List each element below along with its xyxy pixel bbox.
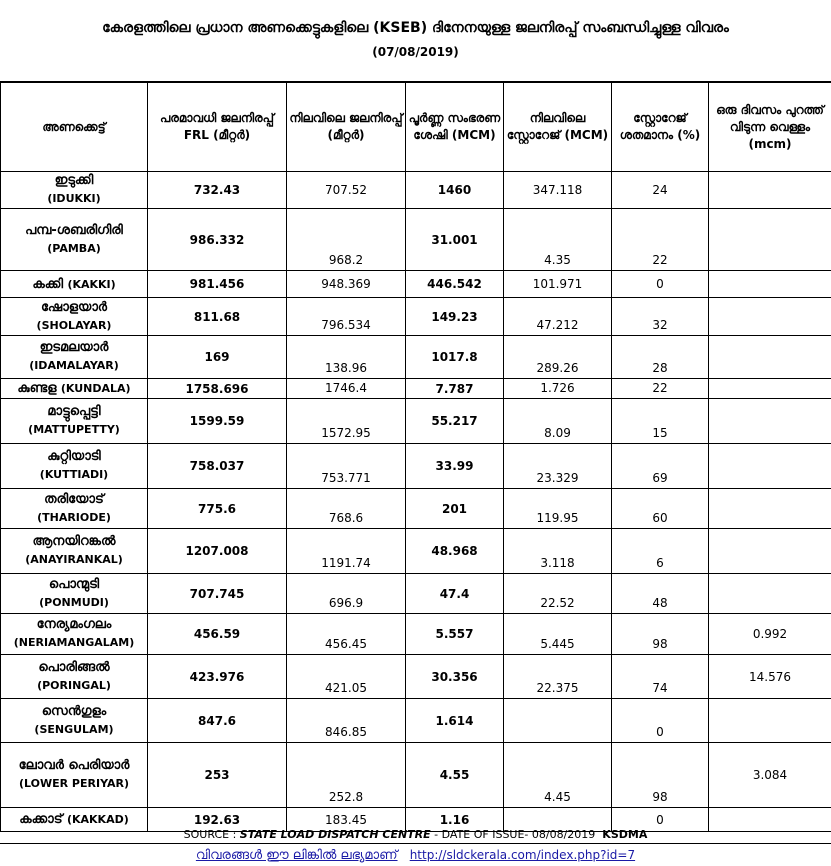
storage-cell: 5.445 xyxy=(504,614,612,655)
dam-name xyxy=(1,655,148,699)
dam-name-mal: തരിയോട് xyxy=(3,491,145,509)
frl-cell: 253 xyxy=(148,743,287,808)
storage-cell: 3.118 xyxy=(504,529,612,574)
storage-cell: 101.971 xyxy=(504,271,612,298)
dam-name xyxy=(1,743,148,808)
dam-name-eng: (THARIODE) xyxy=(3,509,145,527)
level-cell: 1572.95 xyxy=(287,399,406,444)
report-title: കേരളത്തിലെ പ്രധാന അണക്കെട്ടുകളിലെ (KSEB) ദിനേനയുള്ള ജലനിരപ്പ് സംബന്ധിച്ചുള്ള വിവരം xyxy=(0,20,831,36)
dam-name-eng: (KAKKAD) xyxy=(67,813,129,826)
dam-level-table xyxy=(0,82,831,832)
frl-cell: 169 xyxy=(148,336,287,379)
capacity-cell: 1017.8 xyxy=(406,336,504,379)
dam-name-eng: (NERIAMANGALAM) xyxy=(3,634,145,652)
dam-name xyxy=(1,699,148,743)
capacity-cell: 48.968 xyxy=(406,529,504,574)
frl-cell: 981.456 xyxy=(148,271,287,298)
level-cell: 948.369 xyxy=(287,271,406,298)
dam-name xyxy=(1,379,148,399)
dam-name xyxy=(1,489,148,529)
percent-cell: 22 xyxy=(612,379,709,399)
header-dam: അണക്കെട്ട് xyxy=(1,83,148,172)
dam-name xyxy=(1,172,148,209)
dam-name-mal: മാട്ടുപ്പെട്ടി xyxy=(3,403,145,421)
dam-name-mal: ലോവർ പെരിയാർ xyxy=(3,757,145,775)
capacity-cell: 31.001 xyxy=(406,209,504,271)
frl-cell: 423.976 xyxy=(148,655,287,699)
frl-cell: 1599.59 xyxy=(148,399,287,444)
frl-cell: 192.63 xyxy=(148,808,287,832)
percent-cell: 0 xyxy=(612,808,709,832)
storage-cell: 23.329 xyxy=(504,444,612,489)
level-cell: 768.6 xyxy=(287,489,406,529)
dam-name-eng: (PONMUDI) xyxy=(3,594,145,612)
percent-cell: 60 xyxy=(612,489,709,529)
capacity-cell: 55.217 xyxy=(406,399,504,444)
release-cell: 3.084 xyxy=(709,743,831,808)
table-row xyxy=(1,614,831,655)
level-cell: 846.85 xyxy=(287,699,406,743)
org-name: KSDMA xyxy=(602,828,647,841)
frl-cell: 1758.696 xyxy=(148,379,287,399)
frl-cell: 1207.008 xyxy=(148,529,287,574)
dam-name xyxy=(1,399,148,444)
dam-name-mal: നേര്യമംഗലം xyxy=(3,616,145,634)
table-row xyxy=(1,529,831,574)
release-cell: 14.576 xyxy=(709,655,831,699)
storage-cell: 22.52 xyxy=(504,574,612,614)
storage-cell: 8.09 xyxy=(504,399,612,444)
level-cell: 1746.4 xyxy=(287,379,406,399)
dam-name-eng: (KUTTIADI) xyxy=(3,466,145,484)
capacity-cell: 1.614 xyxy=(406,699,504,743)
dam-name-mal: ഇടമലയാർ xyxy=(3,339,145,357)
dam-name xyxy=(1,444,148,489)
storage-cell: 4.45 xyxy=(504,743,612,808)
dam-name-eng: (IDUKKI) xyxy=(3,190,145,208)
table-row xyxy=(1,336,831,379)
release-cell xyxy=(709,336,831,379)
dam-name xyxy=(1,574,148,614)
dam-name-mal: ഇടുക്കി xyxy=(3,172,145,190)
level-cell: 1191.74 xyxy=(287,529,406,574)
percent-cell: 0 xyxy=(612,699,709,743)
dam-name xyxy=(1,336,148,379)
level-cell: 696.9 xyxy=(287,574,406,614)
header-frl: പരമാവധി ജലനിരപ്പ് FRL (മീറ്റർ) xyxy=(148,83,287,172)
dam-name-eng: (KAKKI) xyxy=(67,278,115,291)
link-caption: വിവരങ്ങൾ ഈ ലിങ്കിൽ ലഭ്യമാണ് xyxy=(196,848,398,863)
release-cell xyxy=(709,399,831,444)
percent-cell: 6 xyxy=(612,529,709,574)
frl-cell: 707.745 xyxy=(148,574,287,614)
header-daily-release: ഒരു ദിവസം പുറത്ത് വിടുന്ന വെള്ളം (mcm) xyxy=(709,83,831,172)
dam-name-eng: (ANAYIRANKAL) xyxy=(3,551,145,569)
frl-cell: 847.6 xyxy=(148,699,287,743)
source-prefix: SOURCE : xyxy=(184,828,237,841)
level-cell: 138.96 xyxy=(287,336,406,379)
capacity-cell: 5.557 xyxy=(406,614,504,655)
release-cell xyxy=(709,172,831,209)
level-cell: 252.8 xyxy=(287,743,406,808)
release-cell xyxy=(709,699,831,743)
storage-cell: 22.375 xyxy=(504,655,612,699)
header-full-capacity: പൂർണ്ണ സംഭരണ ശേഷി (MCM) xyxy=(406,83,504,172)
table-row xyxy=(1,699,831,743)
header-storage-percent: സ്റ്റോറേജ് ശതമാനം (%) xyxy=(612,83,709,172)
frl-cell: 732.43 xyxy=(148,172,287,209)
issue-date: - DATE OF ISSUE- 08/08/2019 xyxy=(434,828,595,841)
table-row xyxy=(1,209,831,271)
frl-cell: 986.332 xyxy=(148,209,287,271)
level-cell: 183.45 xyxy=(287,808,406,832)
capacity-cell: 47.4 xyxy=(406,574,504,614)
capacity-cell: 33.99 xyxy=(406,444,504,489)
capacity-cell: 1.16 xyxy=(406,808,504,832)
frl-cell: 758.037 xyxy=(148,444,287,489)
release-cell xyxy=(709,574,831,614)
dam-name xyxy=(1,209,148,271)
dam-name-eng: (PORINGAL) xyxy=(3,677,145,695)
dam-name-mal: കക്കി xyxy=(32,277,63,292)
frl-cell: 775.6 xyxy=(148,489,287,529)
percent-cell: 15 xyxy=(612,399,709,444)
report-date: (07/08/2019) xyxy=(0,45,831,59)
table-row xyxy=(1,489,831,529)
release-cell xyxy=(709,298,831,336)
release-cell xyxy=(709,209,831,271)
storage-cell: 289.26 xyxy=(504,336,612,379)
table-row xyxy=(1,271,831,298)
release-cell xyxy=(709,271,831,298)
dam-name-eng: (KUNDALA) xyxy=(61,382,131,395)
capacity-cell: 201 xyxy=(406,489,504,529)
header-current-level: നിലവിലെ ജലനിരപ്പ് (മീറ്റർ) xyxy=(287,83,406,172)
storage-cell: 4.35 xyxy=(504,209,612,271)
capacity-cell: 30.356 xyxy=(406,655,504,699)
dam-name-mal: പൊരിങ്ങൽ xyxy=(3,659,145,677)
dam-name-eng: (SHOLAYAR) xyxy=(3,317,145,335)
table-row xyxy=(1,399,831,444)
capacity-cell: 149.23 xyxy=(406,298,504,336)
percent-cell: 74 xyxy=(612,655,709,699)
level-cell: 753.771 xyxy=(287,444,406,489)
dam-name-mal: ഷോളയാർ xyxy=(3,299,145,317)
dam-name-mal: കുണ്ടള xyxy=(17,381,56,396)
level-cell: 456.45 xyxy=(287,614,406,655)
table-row xyxy=(1,444,831,489)
percent-cell: 24 xyxy=(612,172,709,209)
table-row xyxy=(1,743,831,808)
level-cell: 968.2 xyxy=(287,209,406,271)
table-row xyxy=(1,655,831,699)
dam-name-mal: സെൻഗുളം xyxy=(3,703,145,721)
dam-name-mal: പമ്പ-ശബരിഗിരി xyxy=(3,222,145,240)
release-cell xyxy=(709,444,831,489)
dam-name-mal: പൊന്മുടി xyxy=(3,576,145,594)
release-cell xyxy=(709,489,831,529)
source-line xyxy=(0,826,831,844)
table-row xyxy=(1,298,831,336)
storage-cell: 347.118 xyxy=(504,172,612,209)
dam-name-eng: (PAMBA) xyxy=(3,240,145,258)
percent-cell: 0 xyxy=(612,271,709,298)
percent-cell: 32 xyxy=(612,298,709,336)
table-row xyxy=(1,172,831,209)
link-line xyxy=(0,845,831,865)
percent-cell: 48 xyxy=(612,574,709,614)
percent-cell: 98 xyxy=(612,743,709,808)
storage-cell: 119.95 xyxy=(504,489,612,529)
dam-name xyxy=(1,614,148,655)
dam-name-eng: (MATTUPETTY) xyxy=(3,421,145,439)
storage-cell xyxy=(504,699,612,743)
frl-cell: 811.68 xyxy=(148,298,287,336)
release-cell: 0.992 xyxy=(709,614,831,655)
table-header-row xyxy=(1,83,831,172)
storage-cell: 1.726 xyxy=(504,379,612,399)
percent-cell: 98 xyxy=(612,614,709,655)
table-row xyxy=(1,379,831,399)
source-name: STATE LOAD DISPATCH CENTRE xyxy=(240,828,431,841)
dam-name-eng: (SENGULAM) xyxy=(3,721,145,739)
percent-cell: 22 xyxy=(612,209,709,271)
dam-name xyxy=(1,298,148,336)
dam-name xyxy=(1,529,148,574)
release-cell xyxy=(709,529,831,574)
report-header xyxy=(0,0,831,82)
dam-name-mal: ആനയിറങ്കൽ xyxy=(3,533,145,551)
source-link[interactable]: http://sldckerala.com/index.php?id=7 xyxy=(410,848,635,862)
dam-name-mal: കക്കാട് xyxy=(19,812,62,827)
storage-cell: 47.212 xyxy=(504,298,612,336)
percent-cell: 69 xyxy=(612,444,709,489)
capacity-cell: 446.542 xyxy=(406,271,504,298)
dam-name-eng: (IDAMALAYAR) xyxy=(3,357,145,375)
percent-cell: 28 xyxy=(612,336,709,379)
level-cell: 421.05 xyxy=(287,655,406,699)
dam-name-mal: കുറ്റിയാടി xyxy=(3,448,145,466)
release-cell xyxy=(709,379,831,399)
dam-name xyxy=(1,271,148,298)
capacity-cell: 7.787 xyxy=(406,379,504,399)
frl-cell: 456.59 xyxy=(148,614,287,655)
dam-name-eng: (LOWER PERIYAR) xyxy=(3,775,145,793)
header-current-storage: നിലവിലെ സ്റ്റോറേജ് (MCM) xyxy=(504,83,612,172)
capacity-cell: 1460 xyxy=(406,172,504,209)
level-cell: 707.52 xyxy=(287,172,406,209)
capacity-cell: 4.55 xyxy=(406,743,504,808)
level-cell: 796.534 xyxy=(287,298,406,336)
table-row xyxy=(1,574,831,614)
